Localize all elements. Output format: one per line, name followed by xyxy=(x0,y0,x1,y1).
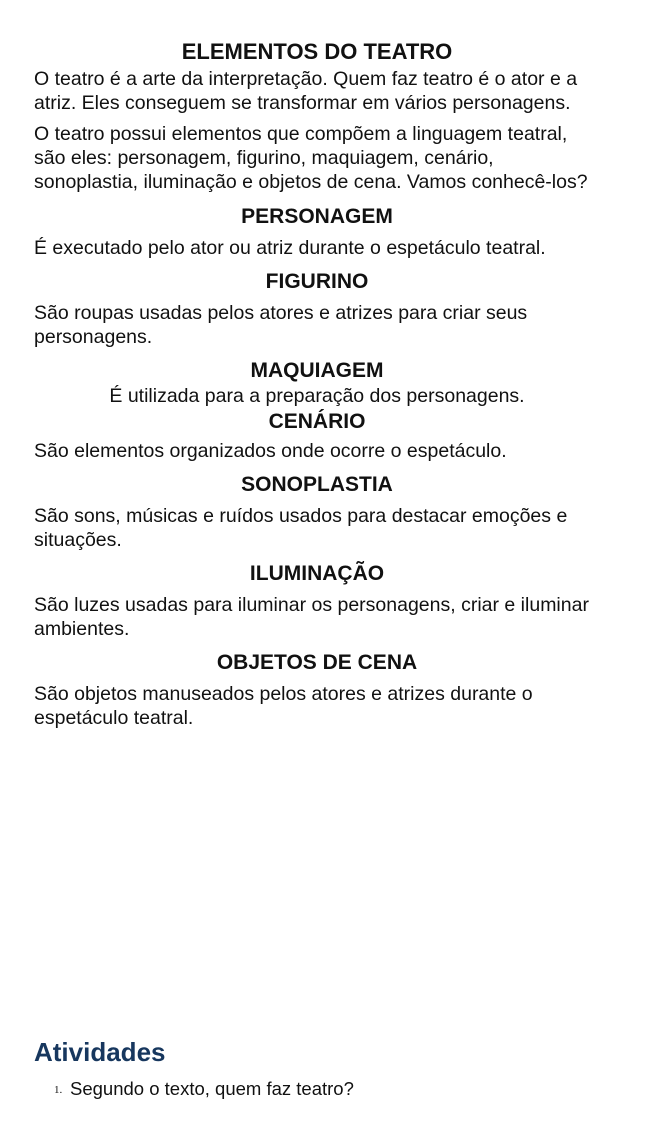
activities-section xyxy=(34,1036,600,1100)
section-text-sonoplastia: São sons, músicas e ruídos usados para destacar emoções e situações. xyxy=(34,505,568,551)
document-body xyxy=(34,38,600,730)
section-heading-figurino: FIGURINO xyxy=(265,270,369,293)
section-heading-sonoplastia: SONOPLASTIA xyxy=(241,473,393,496)
intro-paragraph-2: O teatro possui elementos que compõem a linguagem teatral, são eles: personagem, figurino, maquiagem, cenário, sonoplastia, iluminação e objetos de cena. Vamos conhecê-los? xyxy=(34,123,588,193)
section-text-objetos-de-cena: São objetos manuseados pelos atores e atrizes durante o espetáculo teatral. xyxy=(34,683,533,729)
section-heading-maquiagem: MAQUIAGEM xyxy=(250,359,384,382)
document-title: ELEMENTOS DO TEATRO xyxy=(181,39,453,64)
section-heading-iluminacao: ILUMINAÇÃO xyxy=(249,562,385,585)
section-text-cenario: São elementos organizados onde ocorre o espetáculo. xyxy=(34,440,507,462)
section-text-figurino: São roupas usadas pelos atores e atrizes para criar seus personagens. xyxy=(34,302,528,348)
question-item xyxy=(34,1078,600,1100)
section-heading-cenario: CENÁRIO xyxy=(268,410,366,433)
section-text-maquiagem: É utilizada para a preparação dos personagens. xyxy=(109,385,525,407)
section-heading-personagem: PERSONAGEM xyxy=(241,205,393,228)
intro-paragraph-1: O teatro é a arte da interpretação. Quem faz teatro é o ator e a atriz. Eles conseguem se transformar em vários personagens. xyxy=(34,68,578,114)
section-text-iluminacao: São luzes usadas para iluminar os personagens, criar e iluminar ambientes. xyxy=(34,594,589,640)
question-number: 1. xyxy=(54,1084,63,1096)
section-heading-objetos-de-cena: OBJETOS DE CENA xyxy=(216,651,418,674)
activities-heading: Atividades xyxy=(34,1037,166,1067)
section-text-personagem: É executado pelo ator ou atriz durante o espetáculo teatral. xyxy=(34,237,546,259)
question-text: Segundo o texto, quem faz teatro? xyxy=(70,1078,354,1099)
